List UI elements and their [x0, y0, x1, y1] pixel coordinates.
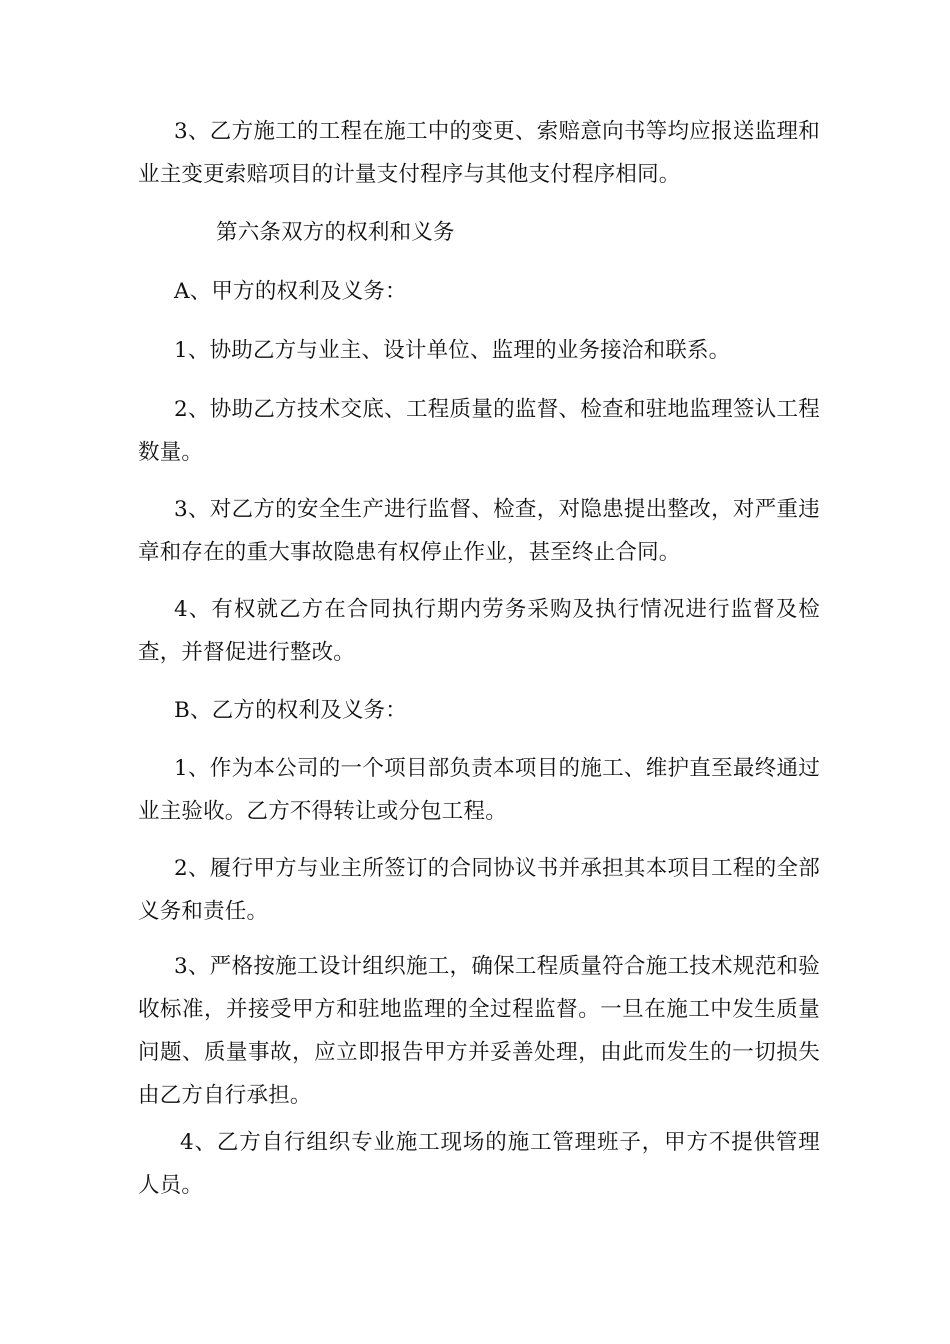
party-b-item-3: 3、严格按施工设计组织施工，确保工程质量符合施工技术规范和验收标准，并接受甲方和驻地监理的全过程监督。一旦在施工中发生质量问题、质量事故，应立即报告甲方并妥善处理，由此而发生的一切损失由乙方自行承担。	[138, 954, 820, 1108]
party-a-item-1: 1、协助乙方与业主、设计单位、监理的业务接洽和联系。	[174, 338, 731, 363]
party-a-item-4: 4、有权就乙方在合同执行期内劳务采购及执行情况进行监督及检查，并督促进行整改。	[138, 597, 820, 665]
party-b-item-2: 2、履行甲方与业主所签订的合同协议书并承担其本项目工程的全部义务和责任。	[138, 856, 820, 924]
party-a-item-2: 2、协助乙方技术交底、工程质量的监督、检查和驻地监理签认工程数量。	[138, 397, 820, 465]
article-6-heading: 第六条双方的权利和义务	[216, 220, 455, 245]
party-a-heading: A、甲方的权利及义务：	[174, 279, 407, 304]
party-b-item-1: 1、作为本公司的一个项目部负责本项目的施工、维护直至最终通过业主验收。乙方不得转让或分包工程。	[138, 756, 820, 824]
clause-5-item-3: 3、乙方施工的工程在施工中的变更、索赔意向书等均应报送监理和业主变更索赔项目的计量支付程序与其他支付程序相同。	[138, 119, 820, 187]
party-b-heading: B、乙方的权利及义务：	[174, 698, 408, 723]
party-b-item-4: 4、乙方自行组织专业施工现场的施工管理班子，甲方不提供管理人员。	[138, 1130, 820, 1198]
party-a-item-3: 3、对乙方的安全生产进行监督、检查，对隐患提出整改，对严重违章和存在的重大事故隐患有权停止作业，甚至终止合同。	[138, 497, 820, 565]
